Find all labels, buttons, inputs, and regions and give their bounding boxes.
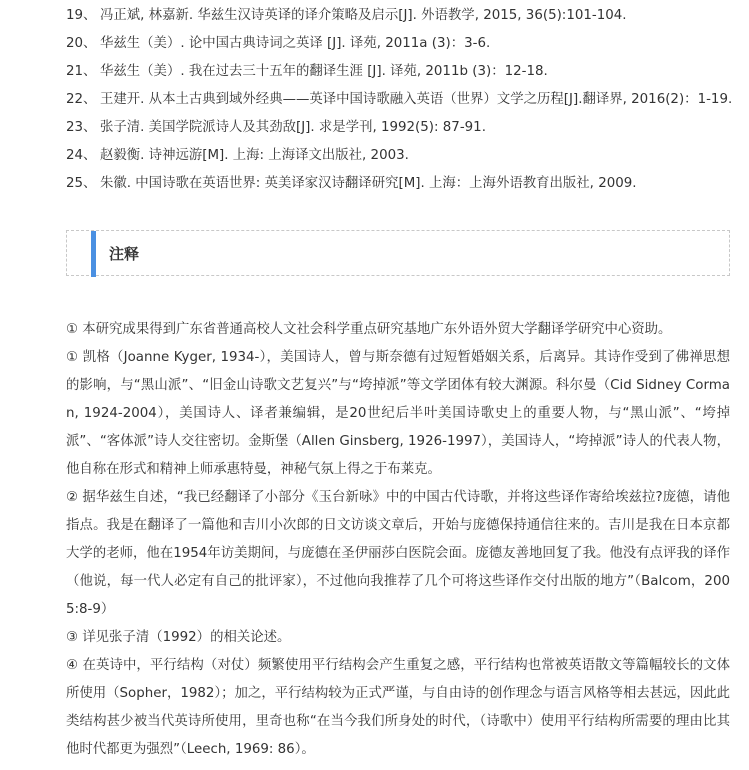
note-item: ② 据华兹生自述，“我已经翻译了小部分《玉台新咏》中的中国古代诗歌，并将这些译作寄给埃兹拉?庞德，请他指点。我是在翻译了一篇他和吉川小次郎的日文访谈文章后，开始与庞德保持通信往来的。吉川是我在日本京都大学的老师，他在1954年访美期间，与庞德在圣伊丽莎白医院会面。庞德友善地回复了我。他没有点评我的译作（他说，每一代人必定有自己的批评家），不过他向我推荐了几个可将这些译作交付出版的地方”（Balcom，2005:8-9） — [66, 490, 730, 617]
reference-number: 24、 — [66, 148, 97, 163]
reference-item — [66, 142, 746, 170]
reference-item — [66, 114, 746, 142]
reference-text: 华兹生（美）. 论中国古典诗词之英译 [J]. 译苑, 2011a (3)：3-6. — [100, 36, 491, 51]
notes-heading: 注释 — [109, 245, 140, 263]
reference-text: 冯正斌, 林嘉新. 华兹生汉诗英译的译介策略及启示[J]. 外语教学, 2015, 36(5):101-104. — [100, 8, 627, 23]
reference-list — [66, 2, 746, 198]
reference-text: 王建开. 从本土古典到域外经典——英译中国诗歌融入英语（世界）文学之历程[J].翻译界, 2016(2)：1-19. — [100, 92, 733, 107]
heading-accent-bar — [91, 231, 96, 277]
reference-number: 23、 — [66, 120, 97, 135]
reference-text: 朱徽. 中国诗歌在英语世界: 英美译家汉诗翻译研究[M]. 上海：上海外语教育出版社, 2009. — [100, 176, 637, 191]
note-item: ③ 详见张子清（1992）的相关论述。 — [66, 630, 291, 645]
notes-section — [66, 316, 730, 764]
reference-number: 21、 — [66, 64, 97, 79]
reference-number: 20、 — [66, 36, 97, 51]
notes-heading-box — [66, 230, 730, 276]
reference-item — [66, 86, 746, 114]
reference-number: 19、 — [66, 8, 97, 23]
reference-number: 22、 — [66, 92, 97, 107]
reference-item — [66, 58, 746, 86]
reference-text: 赵毅衡. 诗神远游[M]. 上海: 上海译文出版社, 2003. — [100, 148, 409, 163]
reference-item — [66, 2, 746, 30]
reference-item — [66, 30, 746, 58]
reference-text: 张子清. 美国学院派诗人及其劲敌[J]. 求是学刊, 1992(5): 87-91. — [100, 120, 486, 135]
note-item: ① 本研究成果得到广东省普通高校人文社会科学重点研究基地广东外语外贸大学翻译学研究中心资助。 — [66, 322, 672, 337]
reference-item — [66, 170, 746, 198]
reference-text: 华兹生（美）. 我在过去三十五年的翻译生涯 [J]. 译苑, 2011b (3)：12-18. — [100, 64, 548, 79]
note-item: ④ 在英诗中，平行结构（对仗）频繁使用平行结构会产生重复之感，平行结构也常被英语散文等篇幅较长的文体所使用（Sopher，1982）；加之，平行结构较为正式严谨，与自由诗的创作理念与语言风格等相去甚远，因此此类结构甚少被当代英诗所使用，里奇也称“在当今我们所身处的时代，（诗歌中）使用平行结构所需要的理由比其他时代都更为强烈”（Leech, 1969: 86）。 — [66, 658, 730, 757]
note-item: ① 凯格（Joanne Kyger, 1934-），美国诗人，曾与斯奈德有过短暂婚姻关系，后离异。其诗作受到了佛禅思想的影响，与“黑山派”、“旧金山诗歌文艺复兴”与“垮掉派”等文学团体有较大渊源。科尔曼（Cid Sidney Corman, 1924-2004），美国诗人、译者兼编辑，是20世纪后半叶美国诗歌史上的重要人物，与“黑山派”、“垮掉派”、“客体派”诗人交往密切。金斯堡（Allen Ginsberg, 1926-1997），美国诗人，“垮掉派”诗人的代表人物，他自称在形式和精神上师承惠特曼，神秘气氛上得之于布莱克。 — [66, 350, 730, 477]
reference-number: 25、 — [66, 176, 97, 191]
